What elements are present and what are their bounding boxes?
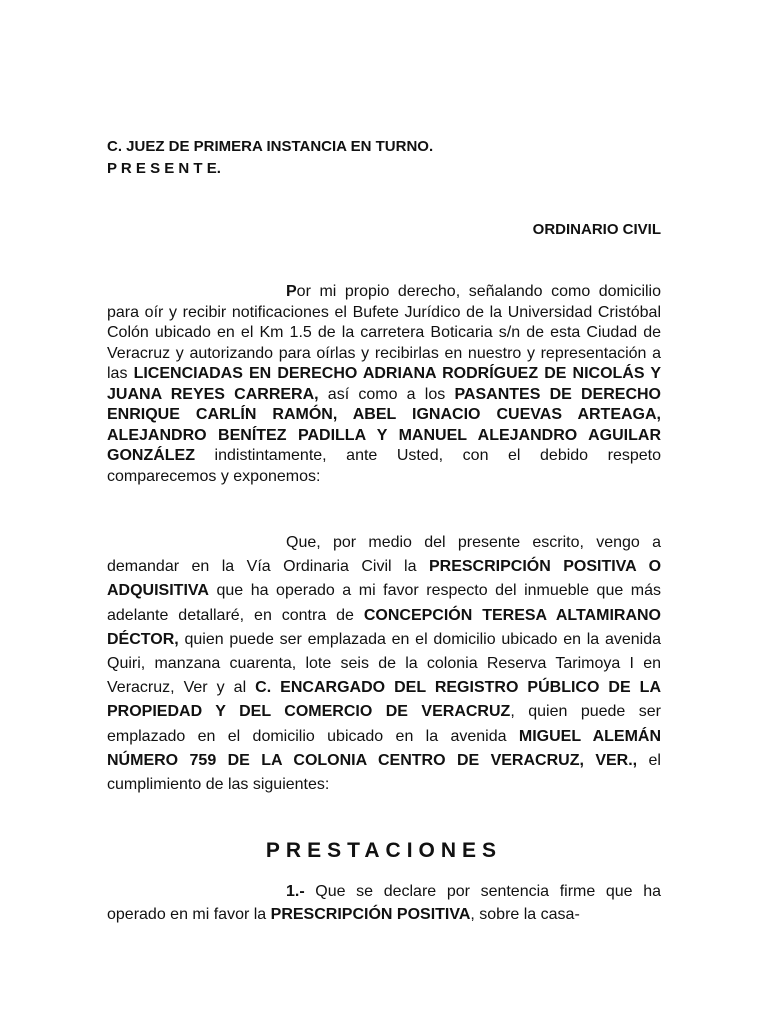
text-run: Que se declare por sentencia firme que ha operado en mi favor la (107, 883, 661, 923)
intro-paragraph (107, 282, 661, 487)
bold-run: C. ENCARGADO DEL REGISTRO PÚBLICO DE LA PROPIEDAD Y DEL COMERCIO DE VERACRUZ (107, 679, 662, 721)
text-run: Que, por medio del presente escrito, vengo a demandar en la Vía Ordinaria Civil la (107, 534, 661, 576)
bold-run: PRESCRIPCIÓN POSITIVA O ADQUISITIVA (107, 558, 662, 600)
prestacion-item (107, 880, 661, 926)
item-number: 1.- (286, 883, 305, 900)
claim-paragraph (107, 531, 661, 797)
addressee-line: C. JUEZ DE PRIMERA INSTANCIA EN TURNO. (107, 138, 434, 155)
text-run: así como a los (318, 385, 455, 403)
section-title: PRESTACIONES (265, 839, 503, 862)
bold-run: LICENCIADAS EN DERECHO ADRIANA RODRÍGUEZ DE NICOLÁS Y JUANA REYES CARRERA, (107, 365, 661, 403)
addressee-block (107, 136, 661, 180)
text-run: que ha operado a mi favor respecto del inmueble que más adelante detallaré, en contra de (107, 582, 661, 624)
text-run: indistintamente, ante Usted, con el debido respeto comparecemos y exponemos: (107, 447, 661, 485)
text-run: quien puede ser emplazada en el domicilio ubicado en la avenida Quiri, manzana cuarenta, lote seis de la colonia Reserva Tarimoya I en Veracruz, Ver y al (107, 630, 661, 697)
bold-run: MIGUEL ALEMÁN NÚMERO 759 DE LA COLONIA CENTRO DE VERACRUZ, VER., (107, 727, 662, 769)
drop-cap: P (286, 283, 297, 300)
bold-run: PASANTES DE DERECHO ENRIQUE CARLÍN RAMÓN, ABEL IGNACIO CUEVAS ARTEAGA, ALEJANDRO BENÍTEZ PADILLA Y MANUEL ALEJANDRO AGUILAR GONZÁLEZ (107, 385, 662, 464)
case-type-heading: ORDINARIO CIVIL (532, 221, 661, 238)
text-run: or mi propio derecho, señalando como domicilio para oír y recibir notificaciones el Bufete Jurídico de la Universidad Cristóbal Colón ubicado en el Km 1.5 de la carretera Boticaria s/n de esta Ciudad de Veracruz y autorizando para oírlas y recibirlas en nuestro y representación a las (107, 283, 661, 382)
bold-run: CONCEPCIÓN TERESA ALTAMIRANO DÉCTOR, (107, 606, 661, 648)
addressee-presente: P R E S E N T E. (107, 160, 221, 177)
text-run: , sobre la casa- (470, 906, 580, 923)
text-run: , quien puede ser emplazado en el domicilio ubicado en la avenida (107, 703, 661, 745)
bold-run: PRESCRIPCIÓN POSITIVA (270, 906, 471, 923)
text-run: el cumplimiento de las siguientes: (107, 751, 661, 794)
